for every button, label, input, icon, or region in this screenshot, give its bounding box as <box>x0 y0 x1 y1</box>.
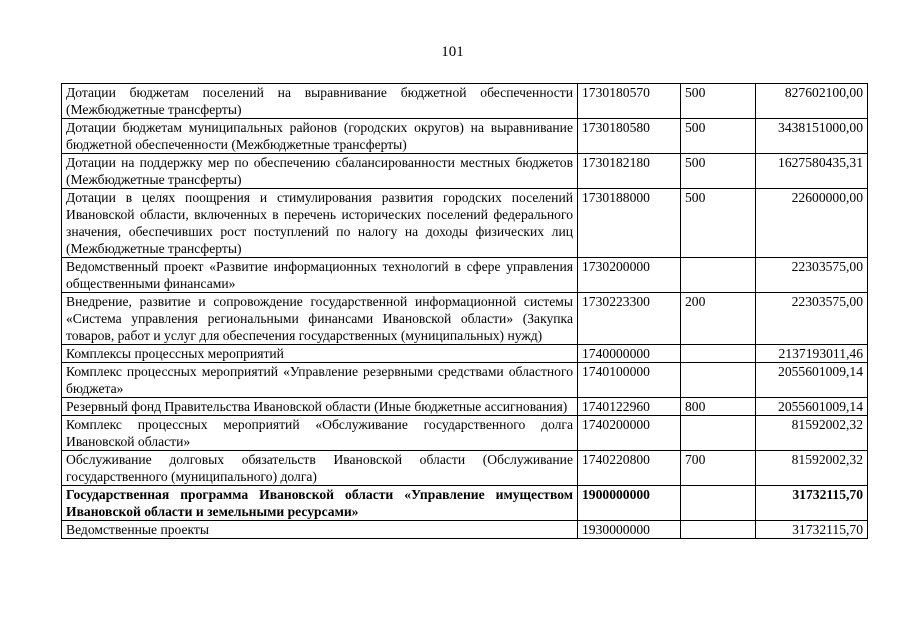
row-type <box>681 416 756 451</box>
row-type: 500 <box>681 154 756 189</box>
row-amount: 31732115,70 <box>756 521 868 539</box>
table-row <box>62 416 868 451</box>
table-row <box>62 521 868 539</box>
row-amount: 31732115,70 <box>756 486 868 521</box>
row-amount: 81592002,32 <box>756 451 868 486</box>
row-type <box>681 521 756 539</box>
row-amount: 22303575,00 <box>756 293 868 345</box>
row-code: 1900000000 <box>578 486 681 521</box>
row-code: 1730182180 <box>578 154 681 189</box>
row-name: Государственная программа Ивановской области «Управление имуществом Ивановской области и земельными ресурсами» <box>62 486 578 521</box>
row-type <box>681 486 756 521</box>
row-name: Дотации бюджетам муниципальных районов (городских округов) на выравнивание бюджетной обеспеченности (Межбюджетные трансферты) <box>62 119 578 154</box>
table-row <box>62 119 868 154</box>
row-code: 1740100000 <box>578 363 681 398</box>
row-code: 1740000000 <box>578 345 681 363</box>
row-code: 1730180580 <box>578 119 681 154</box>
row-name: Комплекс процессных мероприятий «Обслуживание государственного долга Ивановской области» <box>62 416 578 451</box>
row-name: Резервный фонд Правительства Ивановской области (Иные бюджетные ассигнования) <box>62 398 578 416</box>
table-row <box>62 258 868 293</box>
table-row <box>62 293 868 345</box>
table-row <box>62 345 868 363</box>
row-type: 700 <box>681 451 756 486</box>
table-row <box>62 189 868 258</box>
row-type: 800 <box>681 398 756 416</box>
row-amount: 1627580435,31 <box>756 154 868 189</box>
row-name: Ведомственные проекты <box>62 521 578 539</box>
table-row <box>62 84 868 119</box>
row-type: 500 <box>681 84 756 119</box>
row-type <box>681 363 756 398</box>
row-amount: 3438151000,00 <box>756 119 868 154</box>
row-code: 1740220800 <box>578 451 681 486</box>
row-amount: 2055601009,14 <box>756 363 868 398</box>
table-row <box>62 398 868 416</box>
row-code: 1730188000 <box>578 189 681 258</box>
row-code: 1740122960 <box>578 398 681 416</box>
row-name: Комплексы процессных мероприятий <box>62 345 578 363</box>
row-amount: 2055601009,14 <box>756 398 868 416</box>
row-type: 500 <box>681 189 756 258</box>
table-row <box>62 363 868 398</box>
row-name: Ведомственный проект «Развитие информационных технологий в сфере управления общественными финансами» <box>62 258 578 293</box>
row-amount: 827602100,00 <box>756 84 868 119</box>
table-row-program-heading <box>62 486 868 521</box>
row-name: Комплекс процессных мероприятий «Управление резервными средствами областного бюджета» <box>62 363 578 398</box>
row-amount: 81592002,32 <box>756 416 868 451</box>
row-code: 1730200000 <box>578 258 681 293</box>
table-row <box>62 451 868 486</box>
budget-table <box>61 83 868 539</box>
row-amount: 22600000,00 <box>756 189 868 258</box>
row-name: Дотации в целях поощрения и стимулирования развития городских поселений Ивановской области, включенных в перечень исторических поселений федерального значения, обеспечивших рост поступлений по налогу на доходы физических лиц (Межбюджетные трансферты) <box>62 189 578 258</box>
row-code: 1930000000 <box>578 521 681 539</box>
page-number: 101 <box>441 44 464 60</box>
row-type <box>681 345 756 363</box>
row-amount: 2137193011,46 <box>756 345 868 363</box>
row-type: 200 <box>681 293 756 345</box>
row-code: 1740200000 <box>578 416 681 451</box>
row-name: Дотации бюджетам поселений на выравнивание бюджетной обеспеченности (Межбюджетные трансферты) <box>62 84 578 119</box>
row-code: 1730223300 <box>578 293 681 345</box>
row-amount: 22303575,00 <box>756 258 868 293</box>
table-row <box>62 154 868 189</box>
row-code: 1730180570 <box>578 84 681 119</box>
row-name: Внедрение, развитие и сопровождение государственной информационной системы «Система управления региональными финансами Ивановской области» (Закупка товаров, работ и услуг для обеспечения государственных (муниципальных) нужд) <box>62 293 578 345</box>
row-type <box>681 258 756 293</box>
row-name: Обслуживание долговых обязательств Ивановской области (Обслуживание государственного (муниципального) долга) <box>62 451 578 486</box>
row-type: 500 <box>681 119 756 154</box>
row-name: Дотации на поддержку мер по обеспечению сбалансированности местных бюджетов (Межбюджетные трансферты) <box>62 154 578 189</box>
